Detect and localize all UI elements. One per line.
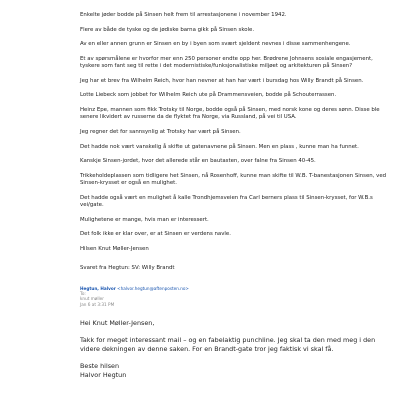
sender-name[interactable]: Hegtun, Halvor — [80, 285, 116, 291]
message-meta — [80, 286, 392, 307]
reply-paragraph: Hei Knut Møller-Jensen, — [80, 318, 155, 327]
reply-paragraph: Takk for meget interessant mail – og en fabelaktig punchline. Jeg skal ta den med meg i den videre dekningen av denne saken. For en Brandt-gate tror jeg faktisk vi skal få. — [80, 336, 376, 353]
reply-body — [80, 319, 392, 379]
email-body — [80, 12, 392, 388]
quoted-paragraph: Heinz Epe, mannen som fikk Trotsky til Norge, bodde også på Sinsen, med norsk kone og deres sønn. Disse ble senere likvidert av russerne da de flyktet fra Norge, via Russland, på vei til USA. — [80, 106, 380, 121]
quoted-paragraph: Mulighetene er mange, hvis man er interessert. — [80, 216, 209, 223]
sender-email[interactable]: <halvor.hegtun@aftenposten.no> — [117, 285, 189, 291]
quoted-paragraph: Flere av både de tyske og de jødiske barna gikk på Sinsen skole. — [80, 26, 255, 33]
reply-paragraph: Beste hilsen Halvor Hegtun — [80, 362, 127, 379]
to-label: To: — [80, 291, 86, 297]
quoted-paragraph: Et av spørsmålene er hvorfor mer enn 250 personer endte opp her. Brødrene Johnsens sosiale engasjement, tyskere som fant seg til rette i det modernistiske/funksjonalistiske miljøet og arkitekturen på Sinsen? — [80, 55, 373, 70]
quoted-paragraph: Lotte Liebeck som jobbet for Wilhelm Reich ute på Drammensveien, bodde på Schouterrassen. — [80, 92, 337, 99]
reply-subject: Svaret fra Hegtun: SV: Willy Brandt — [80, 265, 175, 272]
quoted-paragraph: Enkelte jøder bodde på Sinsen helt frem til arrestasjonene i november 1942. — [80, 12, 287, 18]
message-date: Jan 6 at 3:31 PM — [80, 301, 115, 307]
quoted-paragraph: Av en eller annen grunn er Sinsen en by i byen som svært sjeldent nevnes i disse sammenhengene. — [80, 41, 351, 48]
quoted-paragraph: Kanskje Sinsen-jordet, hvor det allerede står en bautasten, over falne fra Sinsen 40-45. — [80, 158, 316, 165]
quoted-paragraph: Trikkeholdeplassen som tidligere het Sinsen, nå Rosenhoff, kunne man skifte til W.B. T-banestasjonen Sinsen, ved Sinsen-krysset er også en mulighet. — [80, 172, 387, 187]
recipient-name[interactable]: knut møller — [80, 296, 104, 302]
quoted-paragraph: Det hadde nok vært vanskelig å skifte ut gatenavnene på Sinsen. Men en plass , kunne man ha funnet. — [80, 143, 359, 150]
signoff-line: Hilsen Knut Møller-Jensen — [80, 245, 149, 252]
quoted-paragraph: Det folk ikke er klar over, er at Sinsen er verdens navle. — [80, 231, 231, 238]
quoted-paragraph: Det hadde også vært en mulighet å kalle Trondhjemsveien fra Carl berners plass til Sinsen-krysset, for W.B.s vei/gate. — [80, 194, 373, 209]
left-margin — [0, 0, 72, 400]
quoted-paragraph: Jeg har et brev fra Wilhelm Reich, hvor han nevner at han har vært i bursdag hos Willy Brandt på Sinsen. — [80, 77, 364, 84]
quoted-paragraph: Jeg regner det for sannsynlig at Trotsky har vært på Sinsen. — [80, 128, 241, 135]
